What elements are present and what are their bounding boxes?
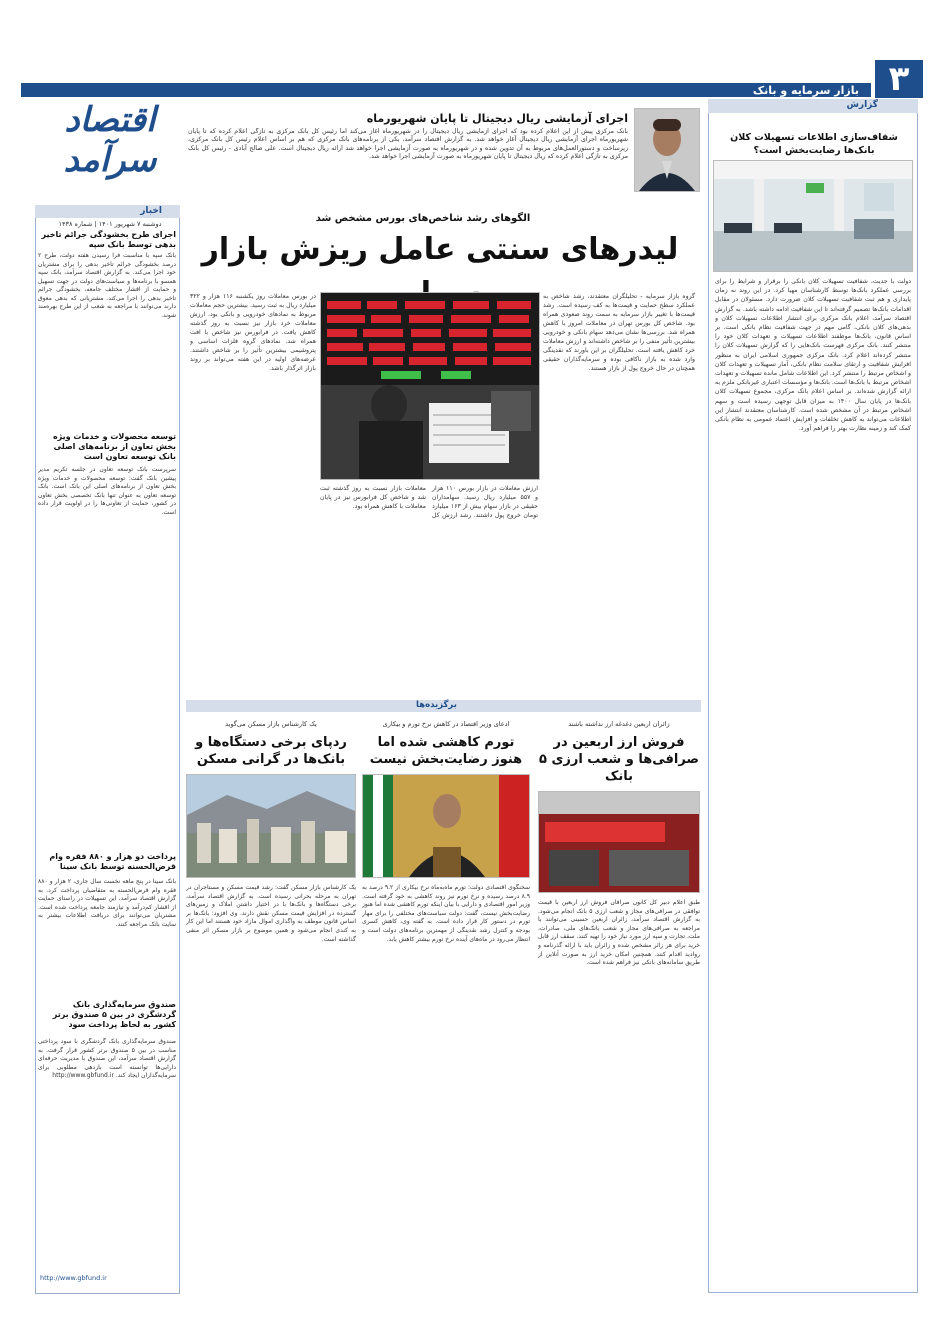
news-body-4: صندوق سرمایه‌گذاری بانک گردشگری با سود پرداختی مناسب در بین ۵ صندوق برتر کشور قرار گرفت. به گزارش اقتصاد سرآمد، این صندوق با مدیریت حرفه‌ای دارایی‌ها توانسته است بازدهی مطلوبی برای سرمایه‌گذاران ایجاد کند. http://www.gbfund.ir xyxy=(38,1038,176,1079)
report-body: دولت با جدیت، شفافیت تسهیلات کلان بانکی را برقرار و شرایط را برای بررسی عملکرد بانک‌ها توسط کارشناسان مهیا کرد. در این روند نه زمان پایداری و هم ثبت شفافیت تسهیلات کلان ضرورت دارد. مسئولان در مقابل اقدامات بانک‌ها تصمیم گرفته‌اند تا این شفافیت ادامه داشته باشد. به گزارش اقتصاد سرآمد، اعلام بانک مرکزی برای انتشار اطلاعات تسهیلات کلان و بدهی‌های کلان بانکی، گامی مهم در جهت شفافیت نظام بانکی است. بر اساس قانون، بانک‌ها موظفند اطلاعات تسهیلات و تعهدات کلان خود را منتشر کنند. بانک مرکزی فهرست بانک‌هایی را که گزارش تسهیلات کلان را منتشر کرده‌اند اعلام کرد. بانک مرکزی جمهوری اسلامی ایران به منظور افزایش شفافیت و ارتقای سلامت نظام بانکی، آمار تسهیلات و تعهدات کلان و اشخاص مرتبط را منتشر کرد. این اطلاعات شامل مانده تسهیلات و تعهدات اشخاص مرتبط با بانک‌ها است. بانک‌ها و مؤسسات اعتباری غیربانکی ملزم به ارائه گزارش شده‌اند. بر اساس اعلام بانک مرکزی، مجموع تسهیلات کلان بانک‌ها در پایان سال ۱۴۰۰ به میزان قابل توجهی رسیده است و سهم اشخاص مرتبط در آن مشخص شده است. کارشناسان معتقدند انتشار این اطلاعات می‌تواند به کاهش تخلفات و افزایش اعتماد عمومی به نظام بانکی کمک کند و زمینه نظارت بهتر را فراهم آورد. xyxy=(715,278,911,433)
selected-story-inflation xyxy=(362,720,530,1290)
lead-col-left: در بورس معاملات روز یکشنبه ۱۱۶ هزار و ۳۲۲ میلیارد ریال به ثبت رسید. بیشترین حجم معاملات مربوط به نمادهای خودرویی و بانکی بود. ارزش معاملات خرد بازار نیز نسبت به روز گذشته کاهش یافت. در فرابورس نیز شاخص با افت همراه شد. نمادهای گروه فلزات اساسی و پتروشیمی بیشترین تأثیر را بر شاخص داشتند. عرضه‌های اولیه در این هفته می‌تواند بر روند بازار اثرگذار باشد. xyxy=(190,293,316,372)
story-body: یک کارشناس بازار مسکن گفت: رشد قیمت مسکن و مستأجران در تهران به مرحله بحرانی رسیده است. به گزارش اقتصاد سرآمد، برخی دستگاه‌ها و بانک‌ها با در اختیار داشتن املاک و زمین‌های گسترده در افزایش قیمت مسکن نقش دارند. وی افزود: بانک‌ها بر اساس قانون موظف به واگذاری اموال مازاد خود هستند اما این کار به کندی انجام می‌شود و همین موضوع بر بازار مسکن اثر منفی گذاشته است. xyxy=(186,884,356,943)
stock-board-image xyxy=(321,293,539,479)
report-label: گزارش xyxy=(846,100,878,110)
portrait-image xyxy=(635,109,699,191)
news-link[interactable]: http://www.gbfund.ir xyxy=(40,1274,107,1282)
news-title-1: اجرای طرح بخشودگی جرائم تاخیر بدهی توسط بانک سپه xyxy=(41,230,176,249)
news-title-2: توسعه محصولات و خدمات ویژه بخش تعاون از برنامه‌های اصلی بانک توسعه تعاون است xyxy=(52,432,176,461)
story-kicker: یک کارشناس بازار مسکن می‌گوید xyxy=(225,720,317,728)
lead-photo xyxy=(320,292,540,480)
selected-story-exchange xyxy=(538,720,700,1290)
story-title: ردپای برخی دستگاه‌ها و بانک‌ها در گرانی مسکن xyxy=(195,735,347,767)
news-body-2: سرپرست بانک توسعه تعاون در جلسه تکریم مدیر پیشین بانک گفت: توسعه محصولات و خدمات ویژه بخش تعاون از برنامه‌های اصلی این بانک است. بانک توسعه تعاون به عنوان تنها بانک تخصصی بخش تعاون در کشور، حمایت از تعاونی‌ها را در اولویت قرار داده است. xyxy=(38,466,176,516)
top-story-photo xyxy=(634,108,700,192)
news-header xyxy=(35,205,180,218)
selected-story-housing xyxy=(186,720,356,1290)
story-kicker: ادعای وزیر اقتصاد در کاهش نرخ تورم و بیکاری xyxy=(382,720,510,728)
top-story xyxy=(184,104,700,194)
city-skyline-image xyxy=(187,775,355,877)
selected-header xyxy=(186,700,701,712)
top-story-title: اجرای آزمایشی ریال دیجیتال تا پایان شهریورماه xyxy=(366,112,628,125)
bank-hall-image xyxy=(714,161,912,271)
story-body: سخنگوی اقتصادی دولت: تورم ماه‌به‌ماه نرخ بیکاری از ۹.۲ درصد به ۸.۹ درصد رسیده و نرخ تورم نیز روند کاهشی به خود گرفته است. وزیر امور اقتصادی و دارایی با بیان اینکه تورم کاهشی شده اما هنوز رضایت‌بخش نیست، گفت: دولت سیاست‌های مختلفی را برای مهار تورم در دستور کار قرار داده است. به گفته وی، کاهش کسری بودجه و کنترل رشد نقدینگی از مهمترین برنامه‌های دولت است و انتظار می‌رود در ماه‌های آینده نرخ تورم بیشتر کاهش یابد. xyxy=(362,884,530,943)
selected-header-label: برگزیده‌ها xyxy=(416,700,457,710)
news-body-3: بانک سینا در پنج ماهه نخست سال جاری، ۲ هزار و ۸۸۰ فقره وام قرض‌الحسنه به متقاضیان پرداخت کرد. به گزارش اقتصاد سرآمد، این تسهیلات در راستای حمایت از اقشار کم‌درآمد و نیازمند جامعه پرداخت شده است. مشتریان می‌توانند برای دریافت اطلاعات بیشتر به سایت بانک مراجعه کنند. xyxy=(38,878,176,928)
page-number: ۳ xyxy=(875,60,923,98)
report-photo xyxy=(713,160,913,272)
story-photo xyxy=(362,774,530,878)
news-header-label: اخبار xyxy=(140,206,162,216)
story-kicker: زائران اربعین دغدغه ارز نداشته باشند xyxy=(568,720,670,728)
lead-kicker: الگوهای رشد شاخص‌های بورس مشخص شد xyxy=(315,213,531,224)
story-title: فروش ارز اربعین در صرافی‌ها و شعب ارزی ۵ بانک xyxy=(538,735,699,784)
section-label: بازار سرمایه و بانک xyxy=(752,84,859,97)
story-body: طبق اعلام دبیر کل کانون صرافان فروش ارز اربعین با قیمت توافقی در صرافی‌های مجاز و شعب ارزی ۵ بانک انجام می‌شود. به گزارش اقتصاد سرآمد، زائران اربعین حسینی می‌توانند با مراجعه به صرافی‌های مجاز و شعب بانک‌های ملی، صادرات، ملت، تجارت و سپه ارز مورد نیاز خود را تهیه کنند. سقف ارز قابل خرید برای هر زائر مشخص شده و زائران باید با ارائه گذرنامه و روادید اقدام کنند. همچنین امکان خرید ارز به صورت آنلاین از طریق سامانه‌های بانکی نیز فراهم شده است. xyxy=(538,899,700,967)
news-title-4: صندوق سرمایه‌گذاری بانک گردشگری در بین ۵ صندوق برتر کشور به لحاظ پرداخت سود xyxy=(52,1000,176,1029)
lead-title: لیدرهای سنتی عامل ریزش بازار xyxy=(201,232,679,267)
lead-col-right: گروه بازار سرمایه - تحلیلگران معتقدند، رشد شاخص به عملکرد سطح حمایت و قیمت‌ها به کف رسیده است. رشد قیمت‌ها با تغییر بازار سرمایه به سمت روند صعودی همراه بود. شاخص کل بورس تهران در معاملات امروز با کاهش همراه شد. بررسی‌ها نشان می‌دهد سهام بانکی و خودرویی بیشترین تأثیر منفی را بر شاخص داشته‌اند و ارزش معاملات خرد کاهش یافته است. تحلیلگران بر این باورند که نقدینگی وارد شده به بازار ناکافی بوده و سرمایه‌گذاران حقیقی همچنان در حال خروج پول از بازار هستند. xyxy=(543,293,695,372)
story-title: تورم کاهشی شده اما هنوز رضایت‌بخش نیست xyxy=(369,735,523,767)
minister-image xyxy=(363,775,529,877)
report-title: شفاف‌سازی اطلاعات تسهیلات کلان بانک‌ها رضایت‌بخش است؟ xyxy=(730,132,898,156)
story-photo xyxy=(186,774,356,878)
news-title-3: پرداخت دو هزار و ۸۸۰ فقره وام قرض‌الحسنه توسط بانک سینا xyxy=(49,852,176,871)
logo-wordmark: اقتصاد سرآمد xyxy=(63,100,157,180)
issue-date: دوشنبه ۷ شهریور ۱۴۰۱ | شماره ۱۴۳۸ xyxy=(58,220,162,228)
story-photo xyxy=(538,791,700,893)
top-story-body: بانک مرکزی پیش از این اعلام کرده بود که اجرای آزمایشی ریال دیجیتال را در شهریورماه آغاز می‌کند اما رئیس کل بانک مرکزی به تازگی اعلام کرده که تا پایان شهریورماه اجرای آزمایشی ریال دیجیتال آغاز خواهد شد. به گزارش اقتصاد سرآمد، یکی از برنامه‌های بانک مرکزی که هم بر اساس اعلام رئیس کل بانک مرکزی، زیرساخت و دستورالعمل‌های مربوط به آن تدوین شده و در شهریورماه به صورت آزمایشی اجرا خواهد شد ارائه ریال دیجیتال است. علی صالح آبادی - رئیس کل بانک مرکزی به تازگی اعلام کرده که ریال دیجیتال تا پایان شهریورماه به صورت آزمایشی اجرا خواهد شد. xyxy=(188,128,628,161)
report-header xyxy=(708,99,918,113)
lead-col-mid: ارزش معاملات در بازار بورس ۱۱۰ هزار و ۵۵۷ میلیارد ریال رسید. سهامداران حقیقی در بازار سهام بیش از ۱۶۳ میلیارد تومان خروج پول داشتند. رشد ارزش کل معاملات بازار نسبت به روز گذشته ثبت شد و شاخص کل فرابورس نیز در پایان معاملات با کاهش همراه بود. xyxy=(320,485,538,519)
exchange-shop-image xyxy=(539,792,699,892)
section-bar xyxy=(21,83,871,97)
news-body-1: بانک سپه با مناسبت فرا رسیدن هفته دولت، طرح ۲ درصد بخشودگی جرائم تاخیر بدهی را برای مشتریان خود اجرا می‌کند. به گزارش اقتصاد سرآمد، بانک سپه همسو با برنامه‌ها و سیاست‌های دولت در جهت تسهیل و حمایت از اقشار مختلف جامعه، بخشودگی جرائم تاخیر بدهی را اجرا می‌کند. مشتریانی که بدهی معوق دارند می‌توانند با مراجعه به شعب از این طرح بهره‌مند شوند. xyxy=(38,252,176,319)
